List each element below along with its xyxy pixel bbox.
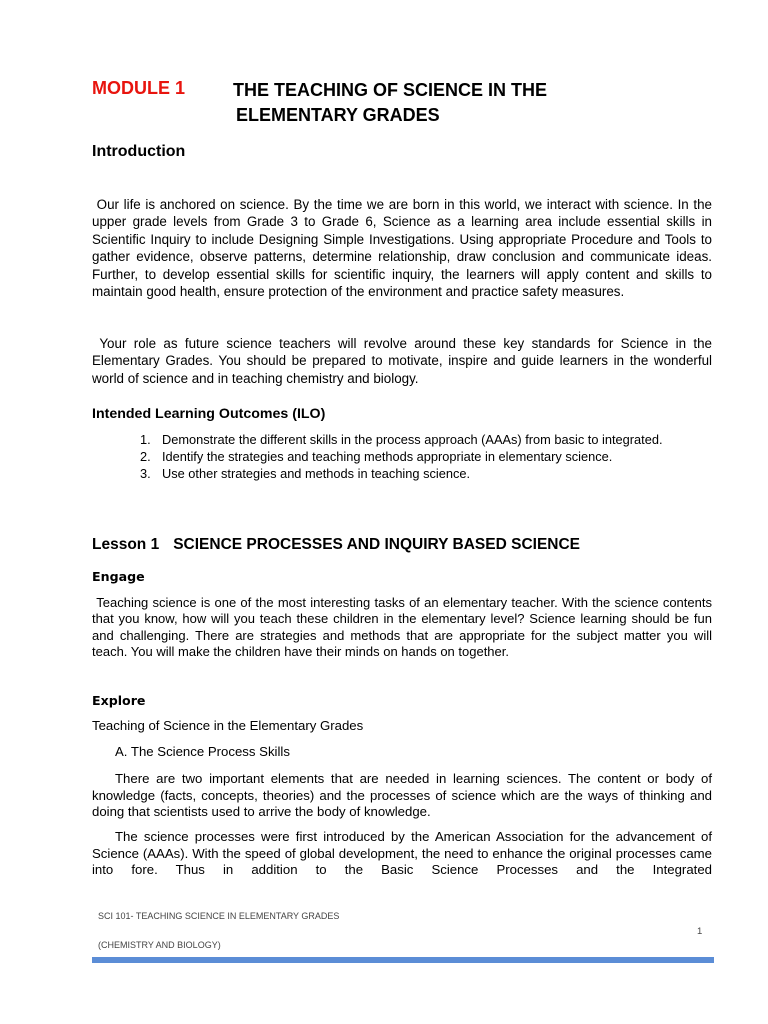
footer-course-title: SCI 101- TEACHING SCIENCE IN ELEMENTARY GRADES (98, 911, 340, 921)
ilo-item (140, 449, 712, 464)
module-label: MODULE 1 (92, 78, 186, 98)
explore-paragraph-2: The science processes were first introduced by the American Association for the advancement of Science (AAAs). With the speed of global development, the need to enhance the original processes came into fore. Thus in addition to the Basic Science Processes and the Integrated (92, 829, 712, 878)
explore-heading: Explore (92, 693, 146, 708)
explore-section-title: A. The Science Process Skills (115, 744, 290, 759)
ilo-item (140, 432, 712, 447)
introduction-paragraph-1: Our life is anchored on science. By the time we are born in this world, we interact with science. In the upper grade levels from Grade 3 to Grade 6, Science as a learning area include essential skills in Scientific Inquiry to include Designing Simple Investigations. Using appropriate Procedure and Tools to gather evidence, observe patterns, determine relationship, draw conclusion and communicate ideas. Further, to develop essential skills for scientific inquiry, the learners will apply content and skills to maintain good health, ensure protection of the environment and practice safety measures. (92, 197, 716, 300)
ilo-item-number: 3. (140, 466, 151, 481)
lesson-title: SCIENCE PROCESSES AND INQUIRY BASED SCIENCE (173, 536, 581, 553)
ilo-item-text: Use other strategies and methods in teaching science. (162, 466, 471, 481)
ilo-heading: Intended Learning Outcomes (ILO) (92, 406, 326, 422)
introduction-paragraph-2: Your role as future science teachers will revolve around these key standards for Science in the Elementary Grades. You should be prepared to motivate, inspire and guide learners in the wonderful world of science and in teaching chemistry and biology. (92, 336, 716, 386)
module-title (233, 78, 653, 128)
explore-subtitle: Teaching of Science in the Elementary Grades (92, 718, 364, 733)
footer-rule (92, 957, 714, 963)
ilo-item (140, 466, 712, 481)
engage-heading: Engage (92, 569, 145, 584)
ilo-list (140, 432, 712, 483)
footer-subtitle: (CHEMISTRY AND BIOLOGY) (98, 940, 221, 950)
module-title-line1: THE TEACHING OF SCIENCE IN THE (233, 80, 548, 100)
lesson-heading (92, 536, 580, 554)
ilo-item-text: Identify the strategies and teaching methods appropriate in elementary science. (162, 449, 613, 464)
lesson-label: Lesson 1 (92, 536, 160, 553)
ilo-item-number: 2. (140, 449, 151, 464)
explore-paragraph-1: There are two important elements that are needed in learning sciences. The content or body of knowledge (facts, concepts, theories) and the processes of science which are the ways of thinking and doing that scientists used to arrive the body of knowledge. (92, 771, 712, 820)
engage-paragraph: Teaching science is one of the most interesting tasks of an elementary teacher. With the science contents that you know, how will you teach these children in the elementary level? Science learning should be fun and challenging. There are strategies and methods that are appropriate for the subject matter you will teach. You will make the children have their minds on hands on together. (92, 595, 716, 660)
introduction-heading: Introduction (92, 143, 186, 160)
module-title-line2: ELEMENTARY GRADES (236, 105, 440, 125)
page-number: 1 (697, 926, 703, 937)
ilo-item-text: Demonstrate the different skills in the process approach (AAAs) from basic to integrated. (162, 432, 663, 447)
ilo-item-number: 1. (140, 432, 151, 447)
